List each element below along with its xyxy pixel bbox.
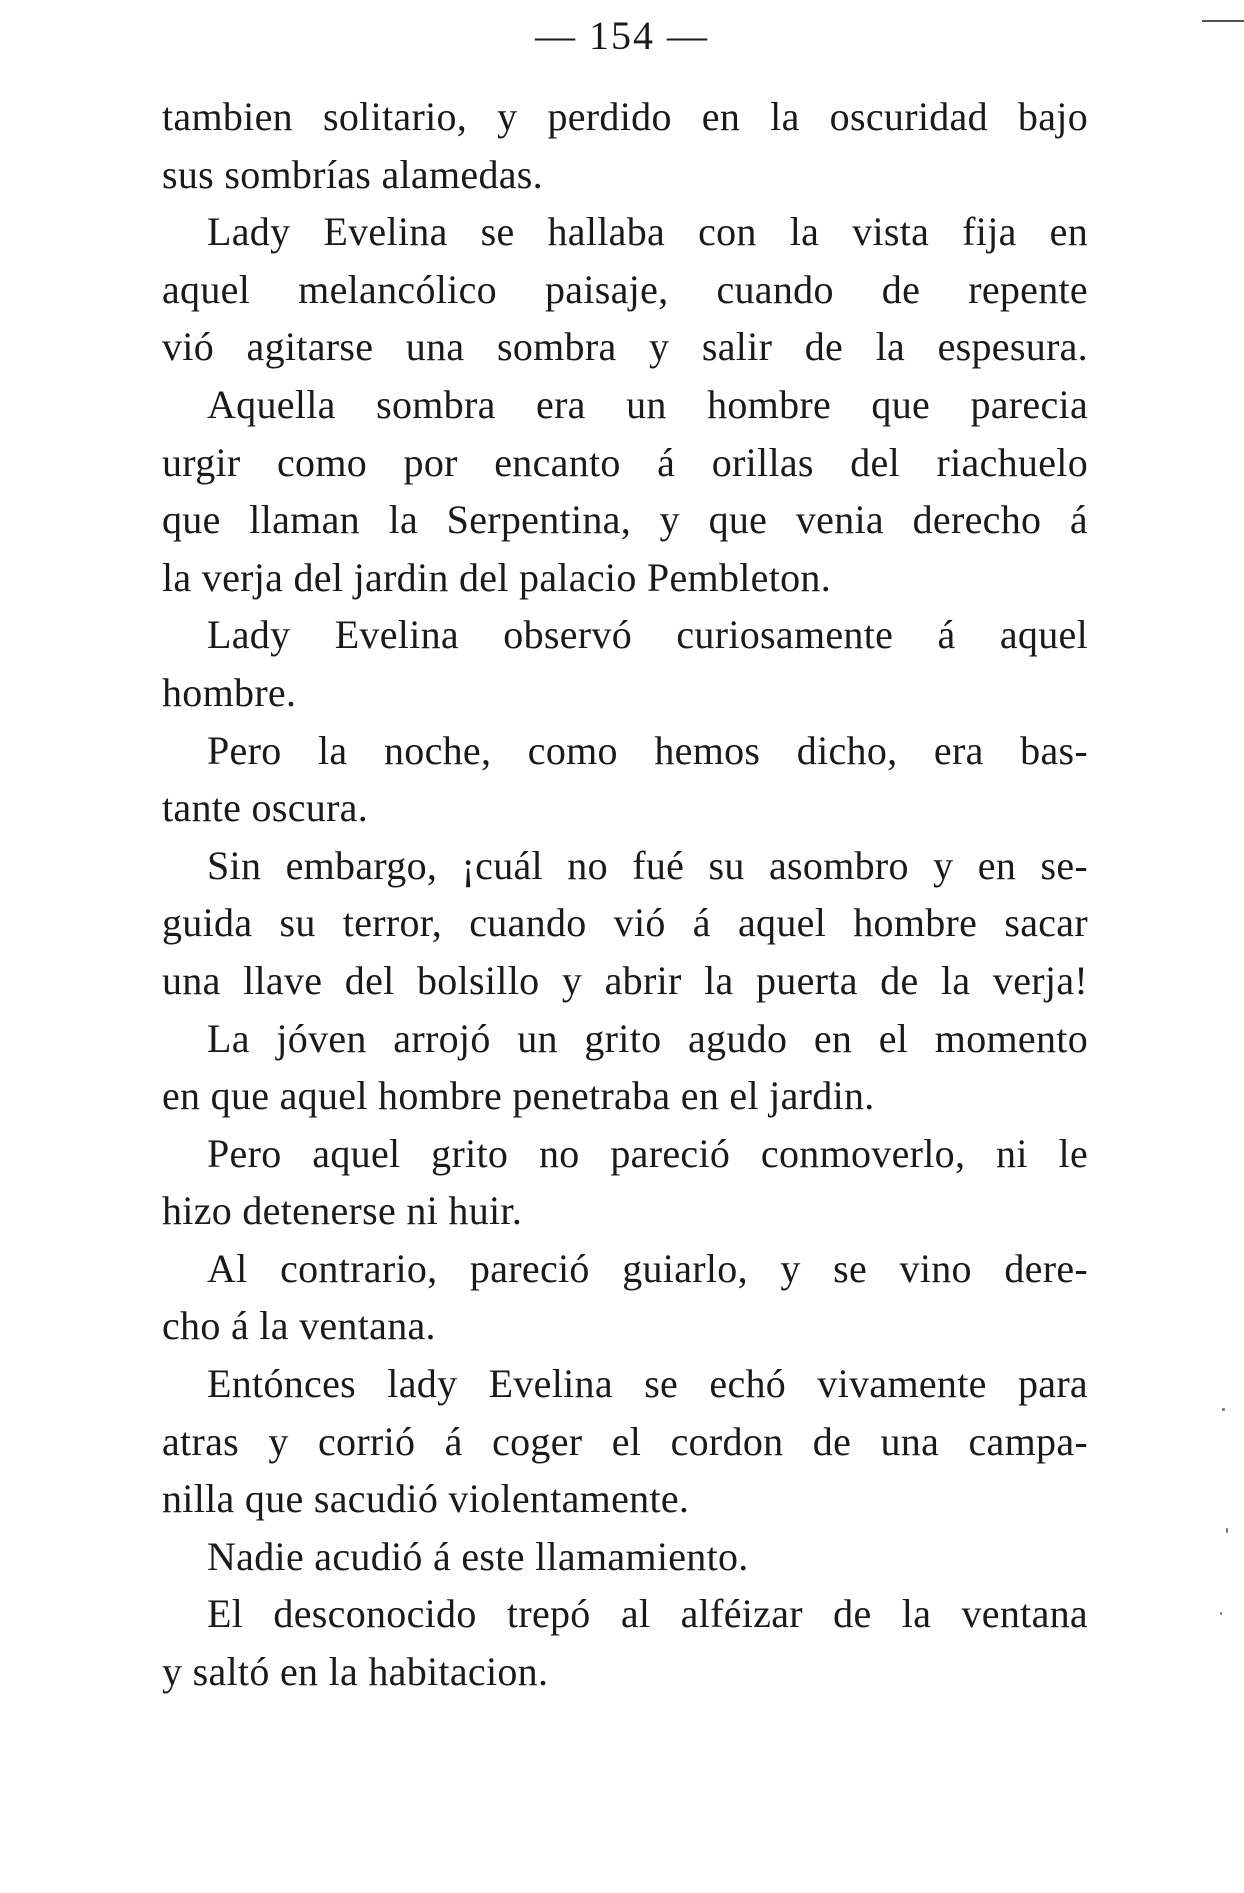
text-line: Pero la noche, como hemos dicho, era bas- (207, 727, 1088, 773)
text-line: Lady Evelina observó curiosamente á aquel (207, 612, 1088, 658)
page-number: — 154 — (535, 13, 709, 58)
body-text (162, 88, 1088, 1701)
text-line: la verja del jardin del palacio Pembleton. (162, 554, 832, 600)
text-line: nilla que sacudió violentamente. (162, 1476, 690, 1522)
text-line: Al contrario, pareció guiarlo, y se vino dere- (207, 1245, 1088, 1291)
text-line: tante oscura. (162, 785, 369, 831)
text-line: El desconocido trepó al alféizar de la ventana (207, 1591, 1088, 1637)
text-line: cho á la ventana. (162, 1303, 436, 1349)
text-line: Sin embargo, ¡cuál no fué su asombro y en se- (207, 842, 1088, 888)
text-line: atras y corrió á coger el cordon de una campa- (162, 1418, 1088, 1464)
print-speck (1220, 1612, 1222, 1615)
text-line: guida su terror, cuando vió á aquel hombre sacar (162, 900, 1088, 946)
text-line: vió agitarse una sombra y salir de la espesura. (162, 324, 1088, 370)
text-line: Lady Evelina se hallaba con la vista fija en (207, 209, 1088, 255)
text-line: tambien solitario, y perdido en la oscuridad bajo (162, 94, 1088, 139)
text-line: una llave del bolsillo y abrir la puerta de la verja! (162, 957, 1088, 1003)
corner-mark (1202, 20, 1244, 22)
text-line: urgir como por encanto á orillas del riachuelo (162, 439, 1088, 485)
text-line: en que aquel hombre penetraba en el jardin. (162, 1073, 875, 1119)
text-line: que llaman la Serpentina, y que venia derecho á (162, 497, 1088, 543)
text-line: y saltó en la habitacion. (162, 1649, 549, 1695)
text-line: Entónces lady Evelina se echó vivamente para (207, 1361, 1088, 1407)
print-speck (1226, 1528, 1228, 1533)
text-line: Pero aquel grito no pareció conmoverlo, ni le (207, 1130, 1088, 1176)
text-line: hizo detenerse ni huir. (162, 1188, 523, 1234)
text-line: sus sombrías alamedas. (162, 151, 543, 197)
text-line: hombre. (162, 669, 297, 715)
print-speck (1222, 1408, 1225, 1411)
text-line: La jóven arrojó un grito agudo en el momento (207, 1015, 1088, 1061)
text-line: aquel melancólico paisaje, cuando de repente (162, 266, 1088, 312)
text-line: Nadie acudió á este llamamiento. (207, 1533, 749, 1579)
text-line: Aquella sombra era un hombre que parecia (207, 381, 1088, 427)
